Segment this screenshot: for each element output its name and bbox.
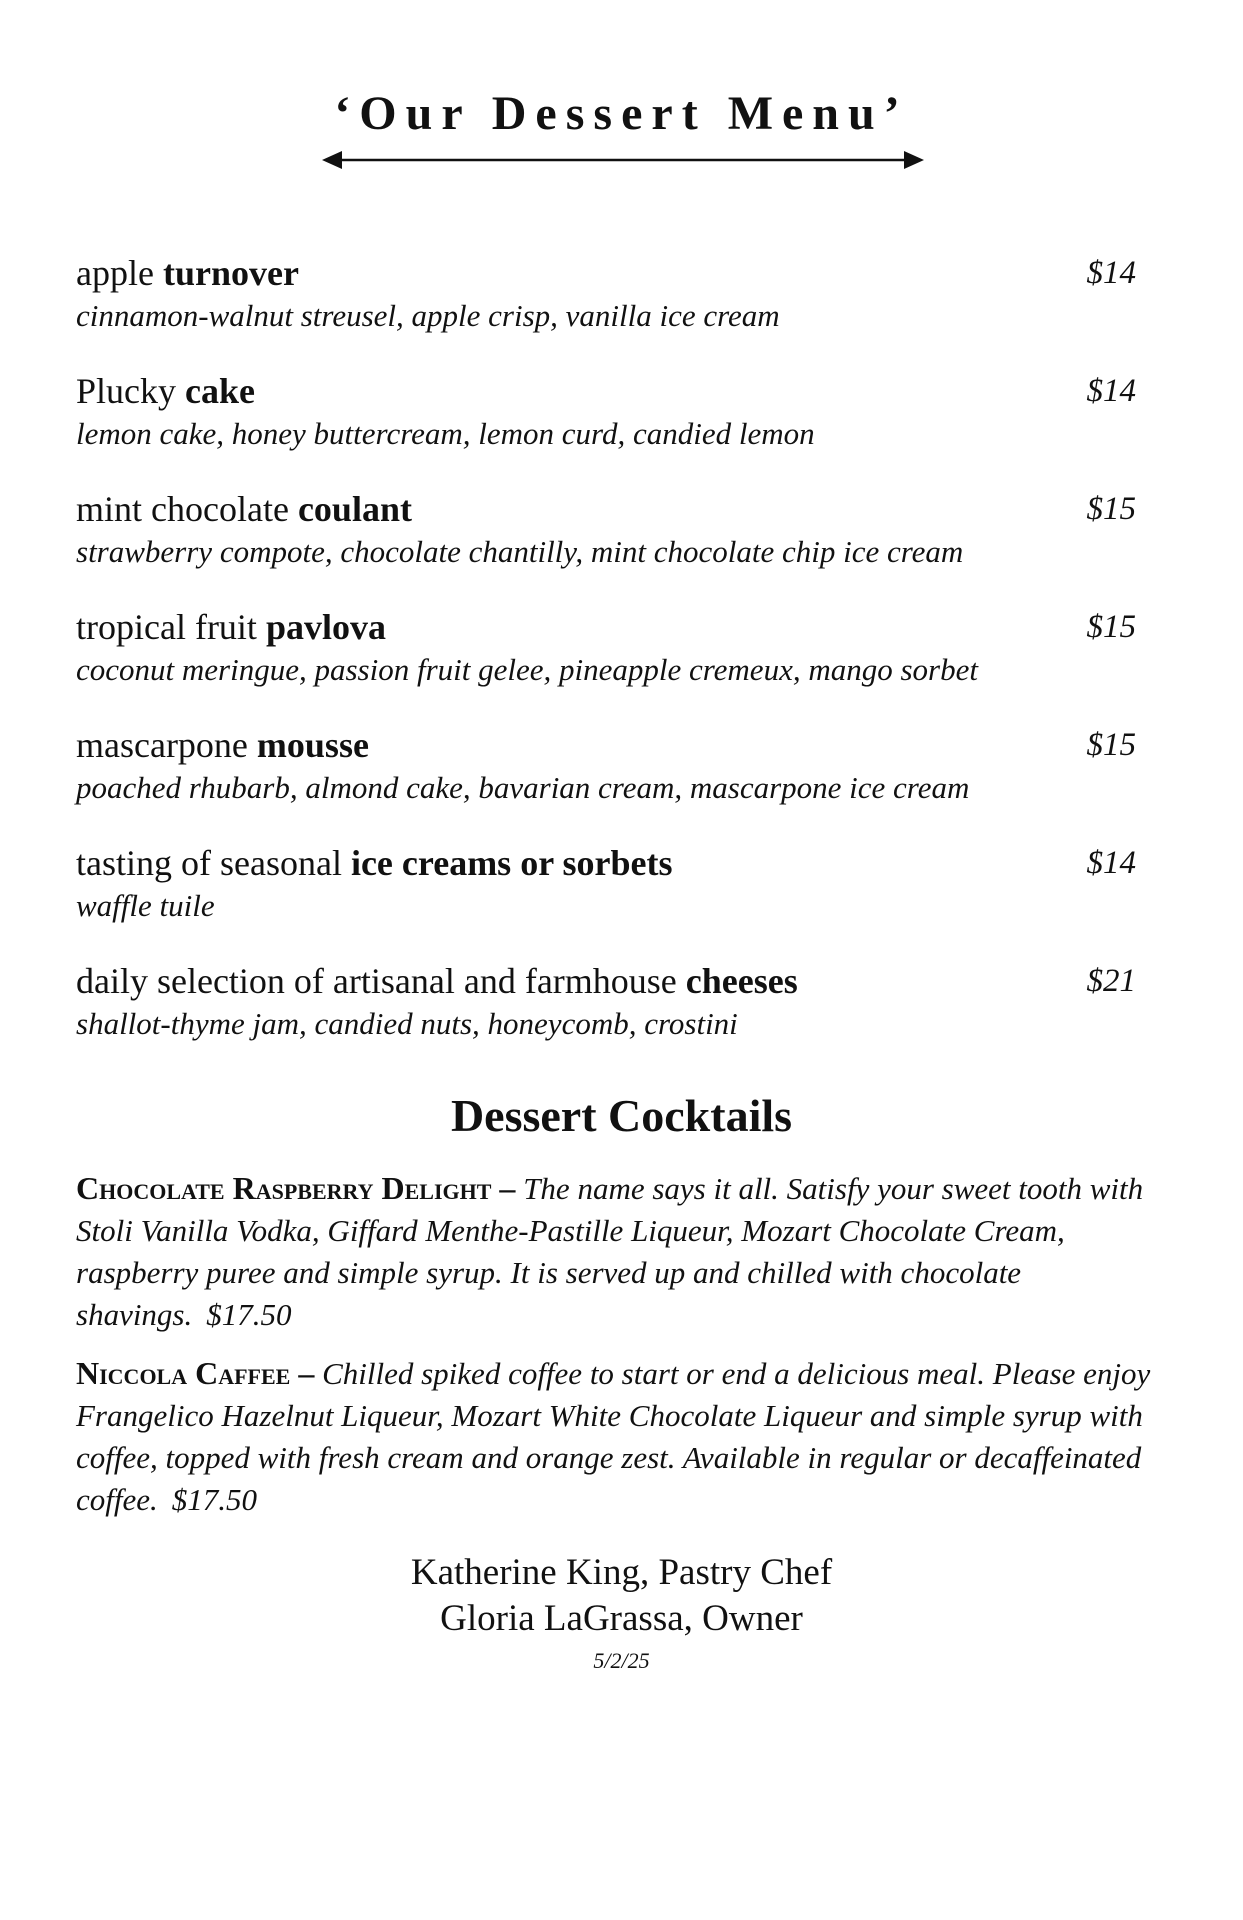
dessert-item bbox=[76, 840, 1136, 958]
cocktail-item bbox=[76, 1352, 1176, 1521]
cocktail-description: The name says it all. Satisfy your sweet tooth with Stoli Vanilla Vodka, Giffard Menthe-Pastille Liqueur, Mozart Chocolate Cream, raspberry puree and simple syrup. It is served up and chilled with chocolate shavings. bbox=[76, 1171, 1144, 1332]
cocktail-price: $17.50 bbox=[171, 1482, 258, 1517]
cocktail-name: Niccola Caffee – bbox=[76, 1355, 315, 1391]
dessert-price: $15 bbox=[1086, 491, 1136, 527]
dessert-price: $15 bbox=[1086, 609, 1136, 645]
dessert-item bbox=[76, 958, 1136, 1076]
dessert-price: $14 bbox=[1086, 845, 1136, 881]
staff-signature bbox=[0, 1550, 1243, 1676]
cocktail-item bbox=[76, 1167, 1176, 1336]
dessert-description: coconut meringue, passion fruit gelee, pineapple cremeux, mango sorbet bbox=[76, 652, 978, 687]
dessert-name: Plucky cake bbox=[76, 371, 255, 411]
menu-date: 5/2/25 bbox=[593, 1648, 650, 1673]
dessert-name: mascarpone mousse bbox=[76, 725, 369, 765]
menu-title: ‘Our Dessert Menu’ bbox=[334, 87, 909, 140]
dessert-name: tropical fruit pavlova bbox=[76, 607, 386, 647]
cocktail-list bbox=[76, 1167, 1176, 1537]
dessert-name: tasting of seasonal ice creams or sorbets bbox=[76, 843, 673, 883]
dessert-name: apple turnover bbox=[76, 253, 299, 293]
pastry-chef-credit: Katherine King, Pastry Chef bbox=[410, 1552, 833, 1593]
cocktail-description: Chilled spiked coffee to start or end a delicious meal. Please enjoy Frangelico Hazelnut Liqueur, Mozart White Chocolate Liqueur and simple syrup with coffee, topped with fresh cream and orange zest. Available in regular or decaffeinated coffee. bbox=[76, 1356, 1151, 1517]
dessert-price: $14 bbox=[1086, 255, 1136, 291]
cocktail-price: $17.50 bbox=[206, 1297, 292, 1332]
dessert-item bbox=[76, 250, 1136, 368]
owner-credit: Gloria LaGrassa, Owner bbox=[440, 1598, 803, 1639]
cocktails-section-title: Dessert Cocktails bbox=[450, 1090, 793, 1141]
double-arrow-divider-icon bbox=[322, 148, 924, 172]
dessert-price: $21 bbox=[1086, 963, 1136, 999]
dessert-item bbox=[76, 486, 1136, 604]
dessert-item bbox=[76, 722, 1136, 840]
dessert-price: $15 bbox=[1086, 727, 1136, 763]
dessert-list bbox=[76, 250, 1136, 1076]
dessert-item bbox=[76, 604, 1136, 722]
dessert-description: shallot-thyme jam, candied nuts, honeycomb, crostini bbox=[76, 1006, 738, 1041]
dessert-price: $14 bbox=[1086, 373, 1136, 409]
dessert-description: cinnamon-walnut streusel, apple crisp, vanilla ice cream bbox=[76, 298, 780, 333]
dessert-description: strawberry compote, chocolate chantilly, mint chocolate chip ice cream bbox=[76, 534, 964, 569]
dessert-description: waffle tuile bbox=[76, 888, 215, 923]
dessert-name: daily selection of artisanal and farmhouse cheeses bbox=[76, 961, 798, 1001]
dessert-description: lemon cake, honey buttercream, lemon curd, candied lemon bbox=[76, 416, 815, 451]
dessert-description: poached rhubarb, almond cake, bavarian cream, mascarpone ice cream bbox=[76, 770, 970, 805]
dessert-item bbox=[76, 368, 1136, 486]
dessert-name: mint chocolate coulant bbox=[76, 489, 412, 529]
cocktail-name: Chocolate Raspberry Delight – bbox=[76, 1170, 516, 1206]
